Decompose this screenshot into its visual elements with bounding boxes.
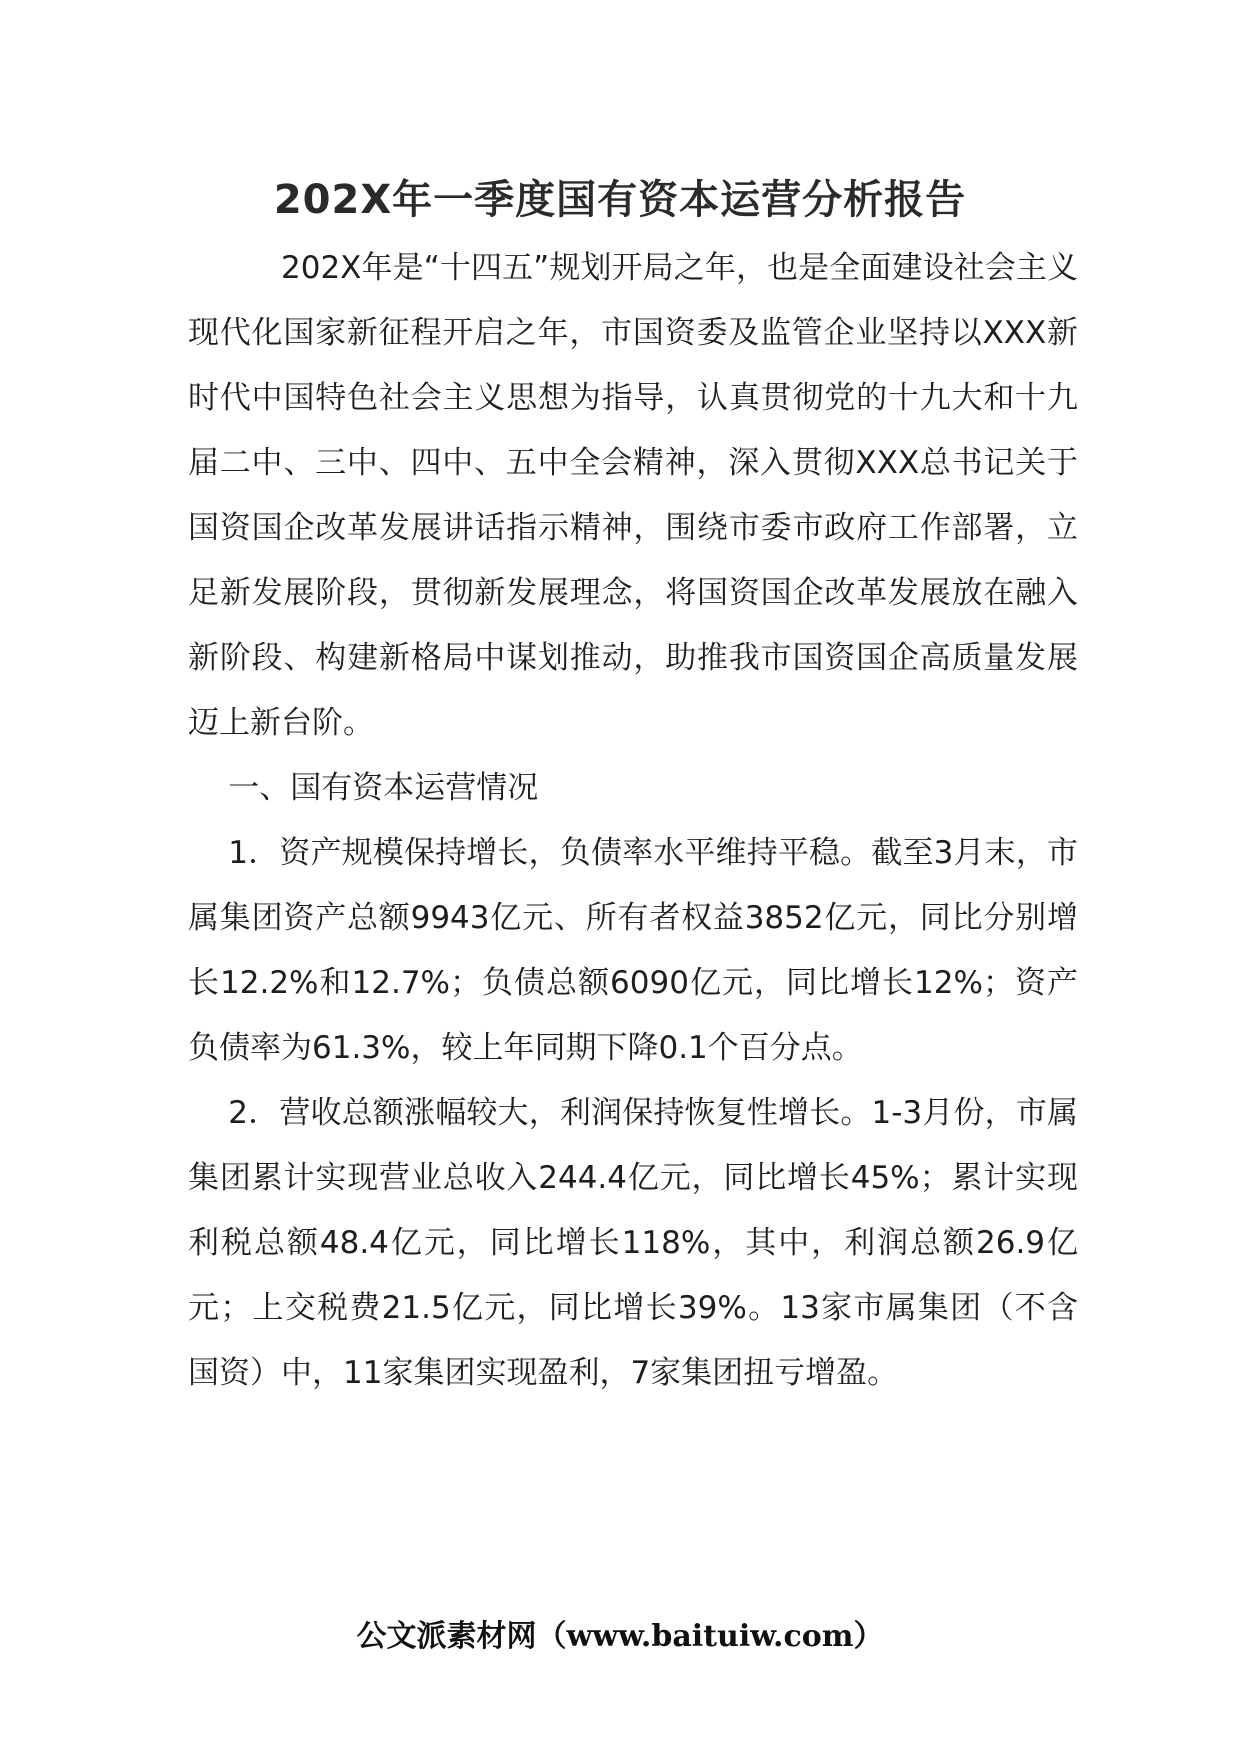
footer-watermark: 公文派素材网（www.baituiw.com） (356, 1619, 884, 1654)
document-title: 202X年一季度国有资本运营分析报告 (273, 177, 967, 223)
document-body (188, 236, 1078, 1406)
item-2-paragraph: 2．营收总额涨幅较大，利润保持恢复性增长。1-3月份，市属集团累计实现营业总收入244.4亿元，同比增长45%；累计实现利税总额48.4亿元，同比增长118%，其中，利润总额26.9亿元；上交税费21.5亿元，同比增长39%。13家市属集团（不含国资）中，11家集团实现盈利，7家集团扭亏增盈。 (188, 1095, 1078, 1391)
item-1-paragraph: 1．资产规模保持增长，负债率水平维持平稳。截至3月末，市属集团资产总额9943亿元、所有者权益3852亿元，同比分别增长12.2%和12.7%；负债总额6090亿元，同比增长12%；资产负债率为61.3%，较上年同期下降0.1个百分点。 (188, 835, 1078, 1066)
section-heading: 一、国有资本运营情况 (228, 770, 539, 806)
intro-paragraph: 202X年是“十四五”规划开局之年，也是全面建设社会主义现代化国家新征程开启之年，市国资委及监管企业坚持以XXX新时代中国特色社会主义思想为指导，认真贯彻党的十九大和十九届二中、三中、四中、五中全会精神，深入贯彻XXX总书记关于国资国企改革发展讲话指示精神，围绕市委市政府工作部署，立足新发展阶段，贯彻新发展理念，将国资国企改革发展放在融入新阶段、构建新格局中谋划推动，助推我市国资国企高质量发展迈上新台阶。 (188, 250, 1078, 741)
